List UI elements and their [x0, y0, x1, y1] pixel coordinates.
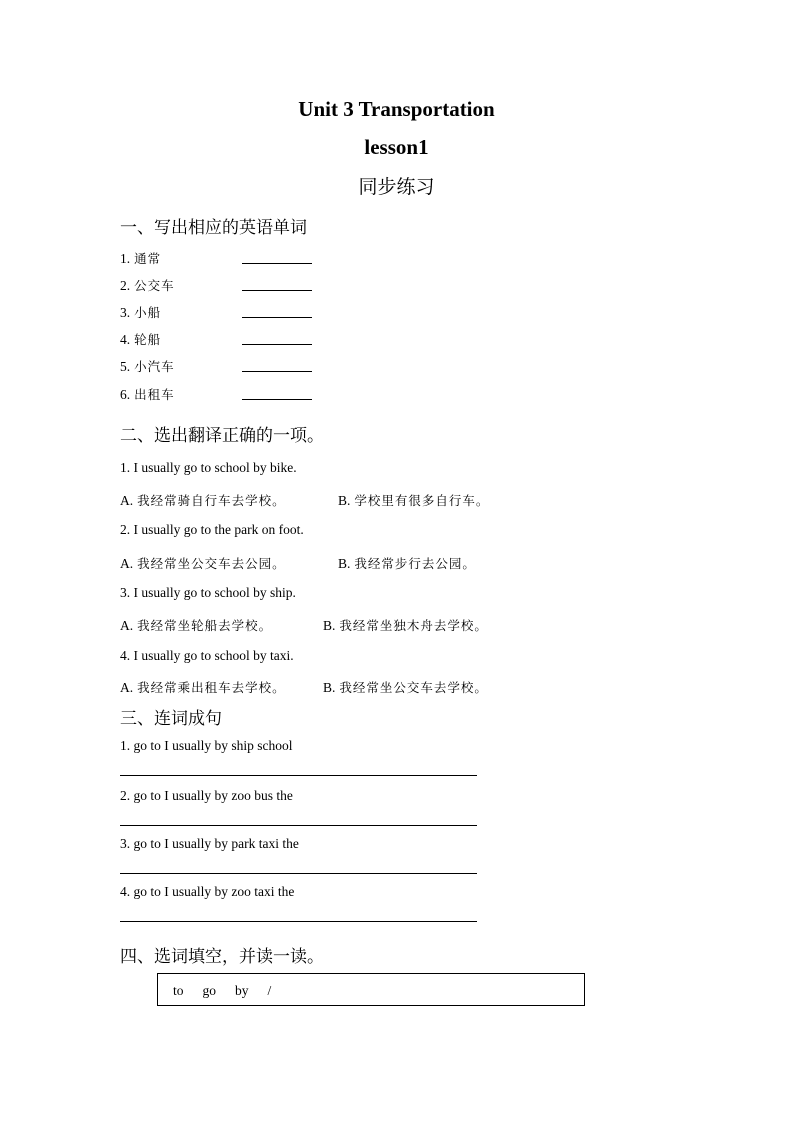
answer-blank[interactable]	[242, 251, 312, 264]
vocab-item: 1. 通常	[120, 251, 162, 266]
page-title: Unit 3 Transportation	[298, 97, 495, 121]
option-a[interactable]: A. 我经常坐轮船去学校。	[120, 618, 273, 633]
question-sentence: 3. I usually go to school by ship.	[120, 585, 296, 600]
section-3-heading: 三、连词成句	[120, 709, 222, 729]
section-2-heading: 二、选出翻译正确的一项。	[120, 426, 324, 446]
vocab-item: 3. 小船	[120, 305, 162, 320]
option-a[interactable]: A. 我经常乘出租车去学校。	[120, 680, 286, 695]
vocab-item: 4. 轮船	[120, 332, 162, 347]
scrambled-sentence: 1. go to I usually by ship school	[120, 738, 293, 753]
question-sentence: 2. I usually go to the park on foot.	[120, 522, 304, 537]
vocab-item: 6. 出租车	[120, 387, 175, 402]
word-option[interactable]: /	[267, 983, 272, 998]
option-b[interactable]: B. 我经常步行去公园。	[338, 556, 476, 571]
word-option[interactable]: go	[202, 983, 217, 998]
question-sentence: 4. I usually go to school by taxi.	[120, 648, 294, 663]
scrambled-sentence: 3. go to I usually by park taxi the	[120, 836, 299, 851]
word-option[interactable]: to	[173, 983, 184, 998]
vocab-item: 2. 公交车	[120, 278, 175, 293]
answer-line[interactable]	[120, 775, 477, 776]
answer-blank[interactable]	[242, 359, 312, 372]
word-bank-box	[157, 973, 585, 1006]
scrambled-sentence: 2. go to I usually by zoo bus the	[120, 788, 293, 803]
lesson-title: lesson1	[364, 135, 429, 159]
answer-blank[interactable]	[242, 278, 312, 291]
answer-line[interactable]	[120, 921, 477, 922]
section-1-heading: 一、写出相应的英语单词	[120, 218, 307, 238]
answer-line[interactable]	[120, 825, 477, 826]
word-bank	[173, 982, 286, 1000]
question-sentence: 1. I usually go to school by bike.	[120, 460, 297, 475]
option-a[interactable]: A. 我经常坐公交车去公园。	[120, 556, 286, 571]
option-b[interactable]: B. 学校里有很多自行车。	[338, 493, 490, 508]
section-4-heading: 四、选词填空，并读一读。	[120, 947, 324, 967]
answer-blank[interactable]	[242, 305, 312, 318]
answer-blank[interactable]	[242, 387, 312, 400]
scrambled-sentence: 4. go to I usually by zoo taxi the	[120, 884, 295, 899]
answer-line[interactable]	[120, 873, 477, 874]
word-option[interactable]: by	[235, 983, 249, 998]
option-b[interactable]: B. 我经常坐独木舟去学校。	[323, 618, 488, 633]
answer-blank[interactable]	[242, 332, 312, 345]
page-subtitle: 同步练习	[358, 176, 435, 198]
option-a[interactable]: A. 我经常骑自行车去学校。	[120, 493, 286, 508]
option-b[interactable]: B. 我经常坐公交车去学校。	[323, 680, 488, 695]
vocab-item: 5. 小汽车	[120, 359, 175, 374]
